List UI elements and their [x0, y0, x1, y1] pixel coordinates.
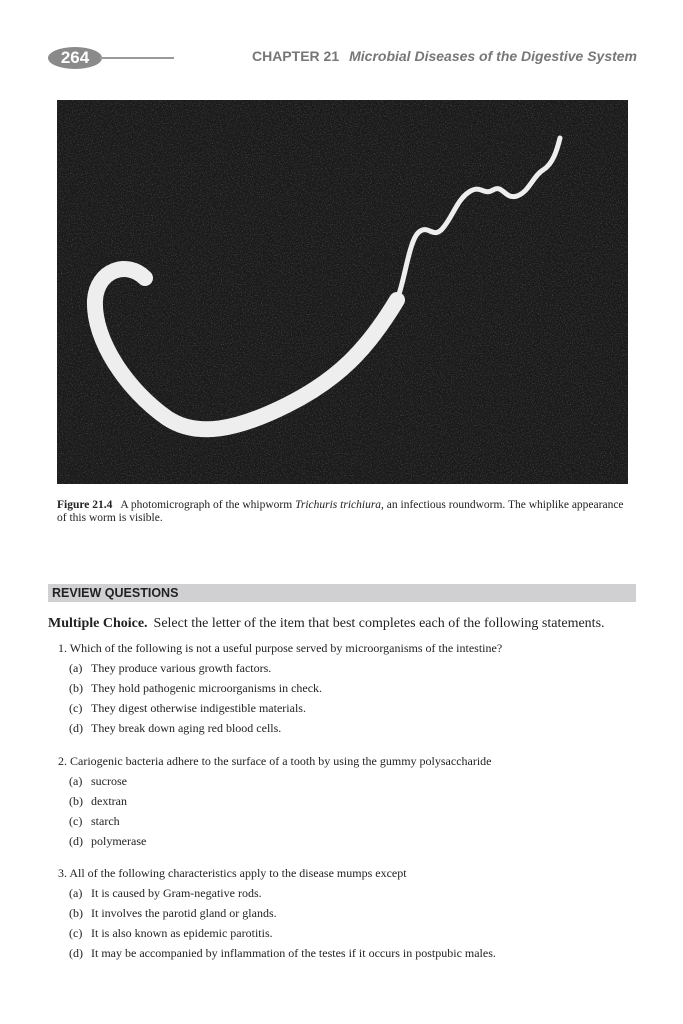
species-name: Trichuris trichiura,	[295, 499, 384, 511]
answer-option	[58, 811, 492, 831]
option-text: It involves the parotid gland or glands.	[91, 906, 277, 920]
option-text: It may be accompanied by inflammation of the testes if it occurs in postpubic males.	[91, 946, 496, 960]
answer-option	[58, 883, 496, 903]
caption-text-end: an infectious roundworm. The whiplike appearance of this worm is visible.	[57, 499, 624, 524]
option-text: dextran	[91, 794, 127, 808]
question-number: 1.	[58, 641, 67, 655]
option-text: They break down aging red blood cells.	[91, 721, 282, 735]
question-number: 3.	[58, 866, 67, 880]
question-stem	[58, 638, 502, 658]
answer-option	[58, 658, 502, 678]
option-letter: (d)	[69, 721, 83, 735]
option-letter: (a)	[69, 886, 83, 900]
option-text: It is also known as epidemic parotitis.	[91, 926, 273, 940]
section-heading: REVIEW QUESTIONS	[48, 584, 636, 602]
answer-option	[58, 943, 496, 963]
option-text: starch	[91, 814, 120, 828]
chapter-title: Microbial Diseases of the Digestive System	[349, 48, 637, 64]
answer-option	[58, 903, 496, 923]
header-rule	[100, 57, 174, 59]
answer-option	[58, 791, 492, 811]
chapter-number: CHAPTER 21	[251, 48, 340, 64]
option-letter: (c)	[69, 701, 83, 715]
mc-text: Select the letter of the item that best completes each of the following statements.	[153, 616, 605, 631]
option-letter: (c)	[69, 814, 83, 828]
option-letter: (c)	[69, 926, 83, 940]
question-3	[58, 863, 496, 963]
option-text: polymerase	[91, 834, 147, 848]
caption-text: A photomicrograph of the whipworm	[120, 499, 296, 511]
question-stem	[58, 751, 492, 771]
mc-instructions	[48, 616, 605, 632]
option-text: They hold pathogenic microorganisms in check.	[91, 681, 323, 695]
option-letter: (b)	[69, 681, 83, 695]
answer-option	[58, 923, 496, 943]
option-text: sucrose	[91, 774, 127, 788]
question-text: All of the following characteristics apply to the disease mumps except	[69, 866, 407, 880]
option-letter: (b)	[69, 794, 83, 808]
question-stem	[58, 863, 496, 883]
answer-option	[58, 718, 502, 738]
figure-label: Figure 21.4	[57, 499, 113, 511]
question-text: Cariogenic bacteria adhere to the surface of a tooth by using the gummy polysaccharide	[70, 754, 492, 768]
option-text: They digest otherwise indigestible materials.	[91, 701, 306, 715]
option-letter: (a)	[69, 774, 83, 788]
option-letter: (b)	[69, 906, 83, 920]
question-text: Which of the following is not a useful purpose served by microorganisms of the intestine?	[69, 641, 503, 655]
option-letter: (d)	[69, 834, 83, 848]
answer-option	[58, 678, 502, 698]
answer-option	[58, 771, 492, 791]
option-letter: (d)	[69, 946, 83, 960]
question-2	[58, 751, 492, 851]
figure-caption	[57, 499, 627, 525]
answer-option	[58, 831, 492, 851]
page-number: 264	[48, 47, 102, 69]
whipworm-photo	[57, 100, 628, 484]
question-number: 2.	[58, 754, 67, 768]
running-header	[252, 48, 637, 64]
option-letter: (a)	[69, 661, 83, 675]
answer-option	[58, 698, 502, 718]
question-1	[58, 638, 502, 738]
option-text: They produce various growth factors.	[91, 661, 272, 675]
option-text: It is caused by Gram-negative rods.	[91, 886, 262, 900]
mc-label: Multiple Choice.	[48, 616, 148, 631]
